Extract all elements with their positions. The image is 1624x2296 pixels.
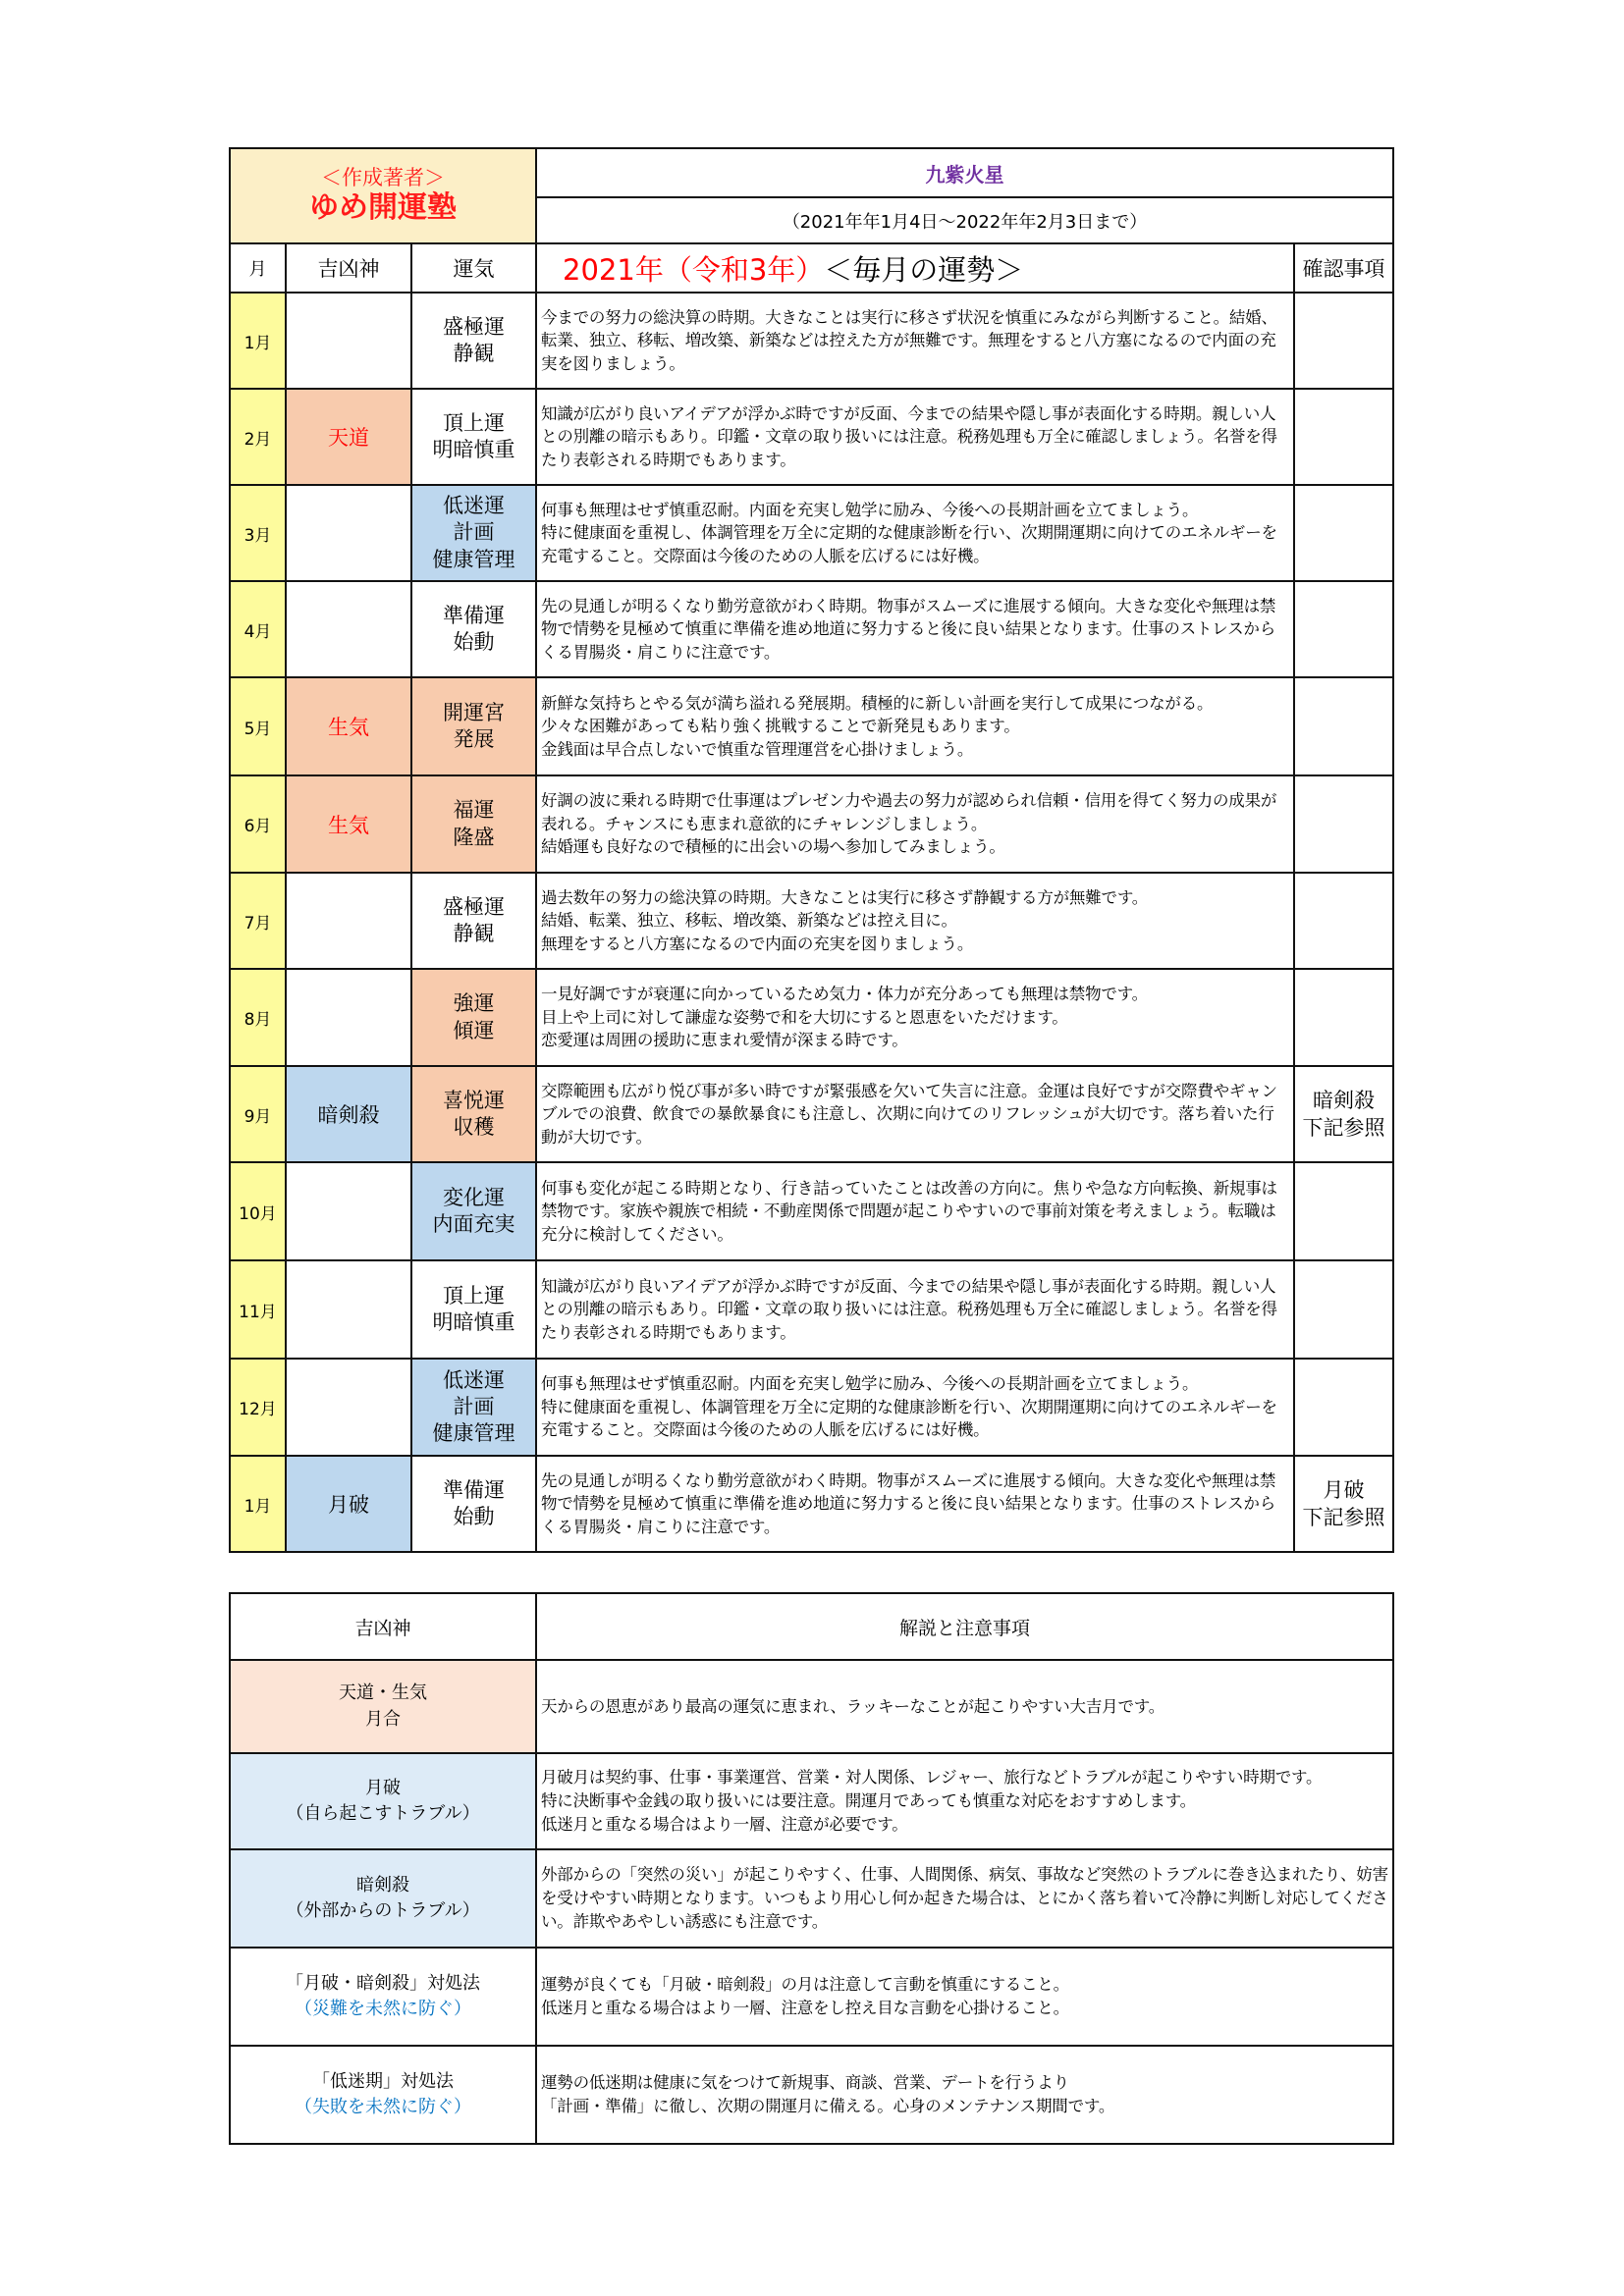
unki-cell: 喜悦運 収穫 xyxy=(411,1066,536,1162)
legend-table xyxy=(229,1592,1394,2145)
legend-label: 暗剣殺 （外部からのトラブル） xyxy=(286,1874,480,1921)
author-label: ＜作成著者＞ xyxy=(321,165,446,189)
month-row xyxy=(230,775,1393,873)
kichikyo-cell xyxy=(286,1162,411,1260)
check-note xyxy=(1294,485,1393,581)
kichikyo-cell xyxy=(286,485,411,581)
legend-label-cell xyxy=(230,2046,536,2144)
unki-cell: 開運宮 発展 xyxy=(411,677,536,775)
check-note xyxy=(1294,1260,1393,1359)
month-row xyxy=(230,1456,1393,1552)
col-header-kichikyo: 吉凶神 xyxy=(286,243,411,293)
page-title xyxy=(536,243,1294,293)
month-cell: 6月 xyxy=(230,775,286,873)
unki-cell: 頂上運 明暗慎重 xyxy=(411,1260,536,1359)
title-year: 2021年（令和3年） xyxy=(563,252,825,287)
month-row xyxy=(230,677,1393,775)
kichikyo-cell xyxy=(286,1359,411,1456)
legend-row xyxy=(230,1753,1393,1849)
fortune-description: 知識が広がり良いアイデアが浮かぶ時ですが反面、今までの結果や隠し事が表面化する時期。親しい人との別離の暗示もあり。印鑑・文章の取り扱いには注意。税務処理も万全に確認しましょう。名誉を得たり表彰される時期でもあります。 xyxy=(536,1260,1294,1359)
month-row xyxy=(230,1162,1393,1260)
check-note xyxy=(1294,969,1393,1066)
kichikyo-cell xyxy=(286,581,411,677)
kichikyo-cell: 生気 xyxy=(286,677,411,775)
col-header-unki: 運気 xyxy=(411,243,536,293)
month-cell: 3月 xyxy=(230,485,286,581)
month-cell: 4月 xyxy=(230,581,286,677)
legend-row xyxy=(230,1660,1393,1753)
monthly-fortune-table xyxy=(229,147,1394,1553)
legend-description: 天からの恩恵があり最高の運気に恵まれ、ラッキーなことが起こりやすい大吉月です。 xyxy=(536,1660,1393,1753)
month-cell: 2月 xyxy=(230,389,286,485)
legend-row xyxy=(230,1948,1393,2046)
check-note xyxy=(1294,293,1393,389)
fortune-description: 先の見通しが明るくなり勤労意欲がわく時期。物事がスムーズに進展する傾向。大きな変化や無理は禁物で情勢を見極めて慎重に準備を進め地道に努力すると後に良い結果となります。仕事のストレスからくる胃腸炎・肩こりに注意です。 xyxy=(536,1456,1294,1552)
col-header-month: 月 xyxy=(230,243,286,293)
month-cell: 7月 xyxy=(230,873,286,969)
legend-description: 運勢の低迷期は健康に気をつけて新規事、商談、営業、デートを行うより 「計画・準備」に徹し、次期の開運月に備える。心身のメンテナンス期間です。 xyxy=(536,2046,1393,2144)
unki-cell: 頂上運 明暗慎重 xyxy=(411,389,536,485)
check-note xyxy=(1294,389,1393,485)
legend-label-cell xyxy=(230,1849,536,1948)
legend-label-cell xyxy=(230,1948,536,2046)
check-note xyxy=(1294,873,1393,969)
month-row xyxy=(230,485,1393,581)
month-cell: 12月 xyxy=(230,1359,286,1456)
legend-row xyxy=(230,1849,1393,1948)
kichikyo-cell xyxy=(286,873,411,969)
kichikyo-cell xyxy=(286,293,411,389)
month-row xyxy=(230,1359,1393,1456)
month-cell: 1月 xyxy=(230,293,286,389)
unki-cell: 準備運 始動 xyxy=(411,581,536,677)
legend-description: 運勢が良くても「月破・暗剣殺」の月は注意して言動を慎重にすること。 低迷月と重なる場合はより一層、注意をし控え目な言動を心掛けること。 xyxy=(536,1948,1393,2046)
legend-label: 月破 （自ら起こすトラブル） xyxy=(286,1777,480,1824)
legend-sublabel: （失敗を未然に防ぐ） xyxy=(295,2097,471,2117)
month-cell: 9月 xyxy=(230,1066,286,1162)
fortune-description: 何事も変化が起こる時期となり、行き詰っていたことは改善の方向に。焦りや急な方向転換、新規事は禁物です。家族や親族で相続・不動産関係で問題が起こりやすいので事前対策を考えましょう。転職は充分に検討してください。 xyxy=(536,1162,1294,1260)
month-cell: 5月 xyxy=(230,677,286,775)
legend-header-desc: 解説と注意事項 xyxy=(536,1593,1393,1660)
fortune-description: 何事も無理はせず慎重忍耐。内面を充実し勉学に励み、今後への長期計画を立てましょう。 特に健康面を重視し、体調管理を万全に定期的な健康診断を行い、次期開運期に向けてのエネルギーを充電すること。交際面は今後のための人脈を広げるには好機。 xyxy=(536,1359,1294,1456)
kichikyo-cell: 暗剣殺 xyxy=(286,1066,411,1162)
fortune-description: 好調の波に乗れる時期で仕事運はプレゼン力や過去の努力が認められ信頼・信用を得てく努力の成果が表れる。チャンスにも恵まれ意欲的にチャレンジしましょう。 結婚運も良好なので積極的に出会いの場へ参加してみましょう。 xyxy=(536,775,1294,873)
check-note: 暗剣殺 下記参照 xyxy=(1294,1066,1393,1162)
fortune-description: 知識が広がり良いアイデアが浮かぶ時ですが反面、今までの結果や隠し事が表面化する時期。親しい人との別離の暗示もあり。印鑑・文章の取り扱いには注意。税務処理も万全に確認しましょう。名誉を得たり表彰される時期でもあります。 xyxy=(536,389,1294,485)
check-note xyxy=(1294,1359,1393,1456)
legend-sublabel: （災難を未然に防ぐ） xyxy=(295,1999,471,2019)
month-cell: 8月 xyxy=(230,969,286,1066)
month-row xyxy=(230,389,1393,485)
legend-description: 月破月は契約事、仕事・事業運営、営業・対人関係、レジャー、旅行などトラブルが起こりやすい時期です。 特に決断事や金銭の取り扱いには要注意。開運月であっても慎重な対応をおすすめします。 低迷月と重なる場合はより一層、注意が必要です。 xyxy=(536,1753,1393,1849)
legend-header-kichikyo: 吉凶神 xyxy=(230,1593,536,1660)
fortune-description: 先の見通しが明るくなり勤労意欲がわく時期。物事がスムーズに進展する傾向。大きな変化や無理は禁物で情勢を見極めて慎重に準備を進め地道に努力すると後に良い結果となります。仕事のストレスからくる胃腸炎・肩こりに注意です。 xyxy=(536,581,1294,677)
kichikyo-cell xyxy=(286,969,411,1066)
fortune-description: 過去数年の努力の総決算の時期。大きなことは実行に移さず静観する方が無難です。 結婚、転業、独立、移転、増改築、新築などは控え目に。 無理をすると八方塞になるので内面の充実を図りましょう。 xyxy=(536,873,1294,969)
month-row xyxy=(230,1066,1393,1162)
month-row xyxy=(230,293,1393,389)
legend-row xyxy=(230,2046,1393,2144)
legend-description: 外部からの「突然の災い」が起こりやすく、仕事、人間関係、病気、事故など突然のトラブルに巻き込まれたり、妨害を受けやすい時期となります。いつもより用心し何か起きた場合は、とにかく落ち着いて冷静に判断し対応してください。詐欺やあやしい誘惑にも注意です。 xyxy=(536,1849,1393,1948)
unki-cell: 盛極運 静観 xyxy=(411,293,536,389)
unki-cell: 低迷運 計画 健康管理 xyxy=(411,1359,536,1456)
month-row xyxy=(230,873,1393,969)
month-row xyxy=(230,1260,1393,1359)
author-name: ゆめ開運塾 xyxy=(309,190,458,226)
month-row xyxy=(230,581,1393,677)
month-cell: 11月 xyxy=(230,1260,286,1359)
check-note xyxy=(1294,677,1393,775)
kichikyo-cell: 月破 xyxy=(286,1456,411,1552)
legend-label-cell xyxy=(230,1660,536,1753)
check-note xyxy=(1294,775,1393,873)
kichikyo-cell: 天道 xyxy=(286,389,411,485)
unki-cell: 強運 傾運 xyxy=(411,969,536,1066)
legend-label-cell xyxy=(230,1753,536,1849)
fortune-description: 交際範囲も広がり悦び事が多い時ですが緊張感を欠いて失言に注意。金運は良好ですが交際費やギャンブルでの浪費、飲食での暴飲暴食にも注意し、次期に向けてのリフレッシュが大切です。落ち着いた行動が大切です。 xyxy=(536,1066,1294,1162)
fortune-description: 今までの努力の総決算の時期。大きなことは実行に移さず状況を慎重にみながら判断すること。結婚、転業、独立、移転、増改築、新築などは控えた方が無難です。無理をすると八方塞になるので内面の充実を図りましょう。 xyxy=(536,293,1294,389)
fortune-description: 一見好調ですが衰運に向かっているため気力・体力が充分あっても無理は禁物です。 目上や上司に対して謙虚な姿勢で和を大切にすると恩恵をいただけます。 恋愛運は周囲の援助に恵まれ愛情が深まる時です。 xyxy=(536,969,1294,1066)
star-name: 九紫火星 xyxy=(536,148,1393,197)
month-cell: 10月 xyxy=(230,1162,286,1260)
check-note: 月破 下記参照 xyxy=(1294,1456,1393,1552)
kichikyo-cell xyxy=(286,1260,411,1359)
month-cell: 1月 xyxy=(230,1456,286,1552)
month-row xyxy=(230,969,1393,1066)
unki-cell: 準備運 始動 xyxy=(411,1456,536,1552)
check-note xyxy=(1294,1162,1393,1260)
period-range: （2021年年1月4日～2022年年2月3日まで） xyxy=(536,197,1393,243)
legend-label: 「低迷期」対処法 xyxy=(312,2070,454,2092)
col-header-check: 確認事項 xyxy=(1294,243,1393,293)
legend-label: 天道・生気 月合 xyxy=(339,1682,427,1730)
title-rest: ＜毎月の運勢＞ xyxy=(824,252,1024,287)
kichikyo-cell: 生気 xyxy=(286,775,411,873)
legend-label: 「月破・暗剣殺」対処法 xyxy=(286,1972,480,1994)
unki-cell: 盛極運 静観 xyxy=(411,873,536,969)
author-cell xyxy=(230,148,536,243)
fortune-description: 新鮮な気持ちとやる気が満ち溢れる発展期。積極的に新しい計画を実行して成果につながる。 少々な困難があっても粘り強く挑戦することで新発見もあります。 金銭面は早合点しないで慎重な管理運営を心掛けましょう。 xyxy=(536,677,1294,775)
check-note xyxy=(1294,581,1393,677)
unki-cell: 低迷運 計画 健康管理 xyxy=(411,485,536,581)
unki-cell: 変化運 内面充実 xyxy=(411,1162,536,1260)
unki-cell: 福運 隆盛 xyxy=(411,775,536,873)
fortune-description: 何事も無理はせず慎重忍耐。内面を充実し勉学に励み、今後への長期計画を立てましょう。 特に健康面を重視し、体調管理を万全に定期的な健康診断を行い、次期開運期に向けてのエネルギーを充電すること。交際面は今後のための人脈を広げるには好機。 xyxy=(536,485,1294,581)
